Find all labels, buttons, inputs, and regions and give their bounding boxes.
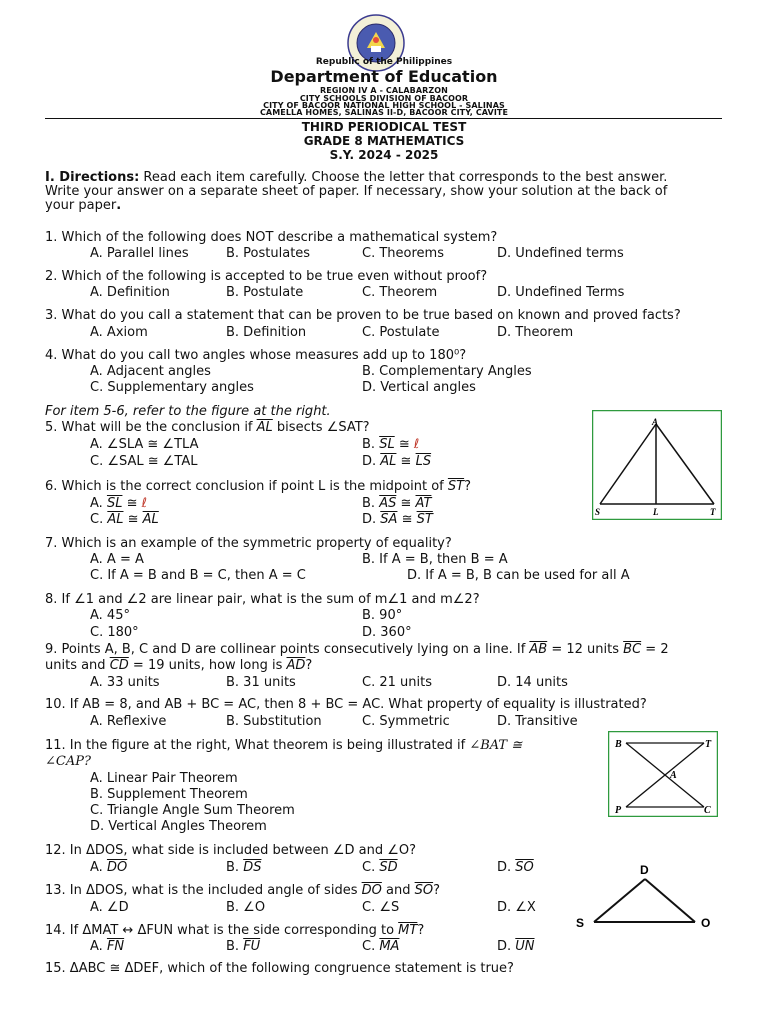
- q13-option-a[interactable]: A. ∠D: [90, 900, 129, 915]
- region-line: REGION IV A - CALABARZON: [320, 86, 448, 95]
- question-15: 15. ΔABC ≅ ΔDEF, which of the following congruence statement is true?: [45, 961, 514, 976]
- q10-option-c[interactable]: C. Symmetric: [362, 714, 450, 729]
- q6-option-b[interactable]: B. $\overline{AS}$ ≅ $\overline{AT}$: [362, 496, 432, 511]
- q5-option-d[interactable]: D. $\overline{AL}$ ≅ $\overline{LS}$: [362, 454, 432, 469]
- q6-option-c[interactable]: C. $\overline{AL}$ ≅ $\overline{AL}$: [90, 512, 159, 527]
- q14-option-c[interactable]: C. $\overline{MA}$: [362, 939, 400, 954]
- triangle-dos-figure: [570, 860, 720, 932]
- q9-option-a[interactable]: A. 33 units: [90, 675, 160, 690]
- q10-option-b[interactable]: B. Substitution: [226, 714, 322, 729]
- q10-option-d[interactable]: D. Transitive: [497, 714, 578, 729]
- q4-option-b[interactable]: B. Complementary Angles: [362, 364, 532, 379]
- q9-option-d[interactable]: D. 14 units: [497, 675, 568, 690]
- question-6: 6. Which is the correct conclusion if point L is the midpoint of $\overline{ST}$?: [45, 479, 471, 494]
- q2-option-a[interactable]: A. Definition: [90, 285, 170, 300]
- q14-option-b[interactable]: B. $\overline{FU}$: [226, 939, 261, 954]
- address-line: CAMELLA HOMES, SALINAS II-D, BACOOR CITY, CAVITE: [259, 108, 509, 117]
- q8-option-d[interactable]: D. 360°: [362, 625, 412, 640]
- directions-line-2: Write your answer on a separate sheet of paper. If necessary, show your solution at the back of: [45, 184, 668, 199]
- q1-option-a[interactable]: A. Parallel lines: [90, 246, 189, 261]
- question-9-line-2: units and $\overline{CD} = 19$ units, how long is $\overline{AD}$?: [45, 658, 313, 673]
- q4-option-c[interactable]: C. Supplementary angles: [90, 380, 254, 395]
- directions-line-3: your paper.: [45, 198, 122, 213]
- q7-option-d[interactable]: D. If A = B, B can be used for all A: [407, 568, 630, 583]
- q13-option-d[interactable]: D. ∠X: [497, 900, 536, 915]
- question-8: 8. If ∠1 and ∠2 are linear pair, what is the sum of m∠1 and m∠2?: [45, 592, 480, 607]
- q5-option-c[interactable]: C. ∠SAL ≅ ∠TAL: [90, 454, 198, 469]
- question-12: 12. In ΔDOS, what side is included between ∠D and ∠O?: [45, 843, 417, 858]
- q7-option-b[interactable]: B. If A = B, then B = A: [362, 552, 508, 567]
- fig3-label-d: D: [640, 863, 649, 877]
- fig3-label-s: S: [576, 916, 585, 930]
- fig1-label-t: T: [710, 507, 716, 517]
- question-10: 10. If AB = 8, and AB + BC = AC, then 8 + BC = AC. What property of equality is illustrated?: [45, 697, 647, 712]
- q2-option-b[interactable]: B. Postulate: [226, 285, 304, 300]
- republic-text: Republic of the Philippines: [315, 57, 453, 67]
- fig2-label-a: A: [670, 770, 677, 781]
- q1-option-b[interactable]: B. Postulates: [226, 246, 311, 261]
- school-year: S.Y. 2024 - 2025: [329, 148, 439, 162]
- q13-option-b[interactable]: B. ∠O: [226, 900, 266, 915]
- q4-option-a[interactable]: A. Adjacent angles: [90, 364, 211, 379]
- question-11-line-1: 11. In the figure at the right, What theorem is being illustrated if ∠BAT ≅: [45, 738, 523, 753]
- q3-option-b[interactable]: B. Definition: [226, 325, 307, 340]
- q3-option-d[interactable]: D. Theorem: [497, 325, 574, 340]
- q8-option-c[interactable]: C. 180°: [90, 625, 139, 640]
- q1-option-c[interactable]: C. Theorems: [362, 246, 444, 261]
- q13-option-c[interactable]: C. ∠S: [362, 900, 400, 915]
- fig1-label-l: L: [653, 507, 659, 517]
- q7-option-a[interactable]: A. A = A: [90, 552, 144, 567]
- q2-option-c[interactable]: C. Theorem: [362, 285, 438, 300]
- school-line: CITY OF BACOOR NATIONAL HIGH SCHOOL - SALINAS: [263, 101, 505, 110]
- q14-option-d[interactable]: D. $\overline{UN}$: [497, 939, 535, 954]
- triangle-sat-figure: [592, 410, 722, 520]
- q3-option-a[interactable]: A. Axiom: [90, 325, 148, 340]
- question-2: 2. Which of the following is accepted to be true even without proof?: [45, 269, 488, 284]
- question-11-line-2: ∠CAP?: [45, 754, 91, 769]
- q5-option-a[interactable]: A. ∠SLA ≅ ∠TLA: [90, 437, 199, 452]
- q2-option-d[interactable]: D. Undefined Terms: [497, 285, 625, 300]
- fig2-label-t: T: [705, 739, 712, 750]
- q11-option-c[interactable]: C. Triangle Angle Sum Theorem: [90, 803, 295, 818]
- q5-option-b[interactable]: B. $\overline{SL}$ ≅ ℓ: [362, 437, 420, 452]
- division-line: CITY SCHOOLS DIVISION OF BACOOR: [299, 94, 469, 103]
- q9-option-c[interactable]: C. 21 units: [362, 675, 432, 690]
- fig1-label-s: S: [595, 507, 601, 517]
- fig3-label-o: O: [701, 916, 711, 930]
- question-4: 4. What do you call two angles whose measures add up to 180⁰?: [45, 348, 467, 363]
- grade-subject: GRADE 8 MATHEMATICS: [303, 134, 465, 148]
- q11-option-b[interactable]: B. Supplement Theorem: [90, 787, 248, 802]
- question-13: 13. In ΔDOS, what is the included angle of sides $\overline{DO}$ and $\overline{SO}$?: [45, 883, 440, 898]
- q14-option-a[interactable]: A. $\overline{FN}$: [90, 939, 125, 954]
- vertical-angles-figure: [608, 731, 718, 817]
- q4-option-d[interactable]: D. Vertical angles: [362, 380, 476, 395]
- fig2-label-c: C: [704, 805, 711, 816]
- question-7: 7. Which is an example of the symmetric property of equality?: [45, 536, 452, 551]
- q6-option-a[interactable]: A. $\overline{SL}$ ≅ ℓ: [90, 496, 147, 511]
- fig1-label-a: A: [652, 417, 659, 427]
- q6-option-d[interactable]: D. $\overline{SA}$ ≅ $\overline{ST}$: [362, 512, 433, 527]
- directions-label: I. Directions:: [45, 170, 140, 185]
- fig2-label-b: B: [615, 739, 622, 750]
- question-1: 1. Which of the following does NOT describe a mathematical system?: [45, 230, 498, 245]
- q11-option-a[interactable]: A. Linear Pair Theorem: [90, 771, 238, 786]
- q1-option-d[interactable]: D. Undefined terms: [497, 246, 624, 261]
- q10-option-a[interactable]: A. Reflexive: [90, 714, 167, 729]
- q7-option-c[interactable]: C. If A = B and B = C, then A = C: [90, 568, 306, 583]
- q11-option-d[interactable]: D. Vertical Angles Theorem: [90, 819, 267, 834]
- question-9-line-1: 9. Points A, B, C and D are collinear points consecutively lying on a line. If $\overline{AB} = 12$ units $\overline{BC} = 2$: [45, 642, 669, 657]
- q8-option-a[interactable]: A. 45°: [90, 608, 130, 623]
- department-title: Department of Education: [270, 67, 498, 86]
- q3-option-c[interactable]: C. Postulate: [362, 325, 440, 340]
- question-14: 14. If ΔMAT ↔ ΔFUN what is the side corresponding to $\overline{MT}$?: [45, 923, 425, 938]
- q12-option-c[interactable]: C. $\overline{SD}$: [362, 860, 398, 875]
- q8-option-b[interactable]: B. 90°: [362, 608, 403, 623]
- directions-line-1: I. Directions: Read each item carefully. Choose the letter that corresponds to the best answer.: [45, 170, 668, 185]
- question-5: 5. What will be the conclusion if $\overline{AL}$ bisects ∠SAT?: [45, 420, 370, 435]
- q9-option-b[interactable]: B. 31 units: [226, 675, 296, 690]
- note-items-5-6: For item 5-6, refer to the figure at the right.: [45, 404, 331, 419]
- header-divider: [45, 118, 722, 119]
- question-3: 3. What do you call a statement that can be proven to be true based on known and proved facts?: [45, 308, 681, 323]
- test-title: THIRD PERIODICAL TEST: [301, 120, 467, 134]
- q12-option-a[interactable]: A. $\overline{DO}$: [90, 860, 128, 875]
- q12-option-b[interactable]: B. $\overline{DS}$: [226, 860, 262, 875]
- fig2-label-p: P: [615, 805, 622, 816]
- q12-option-d[interactable]: D. $\overline{SO}$: [497, 860, 534, 875]
